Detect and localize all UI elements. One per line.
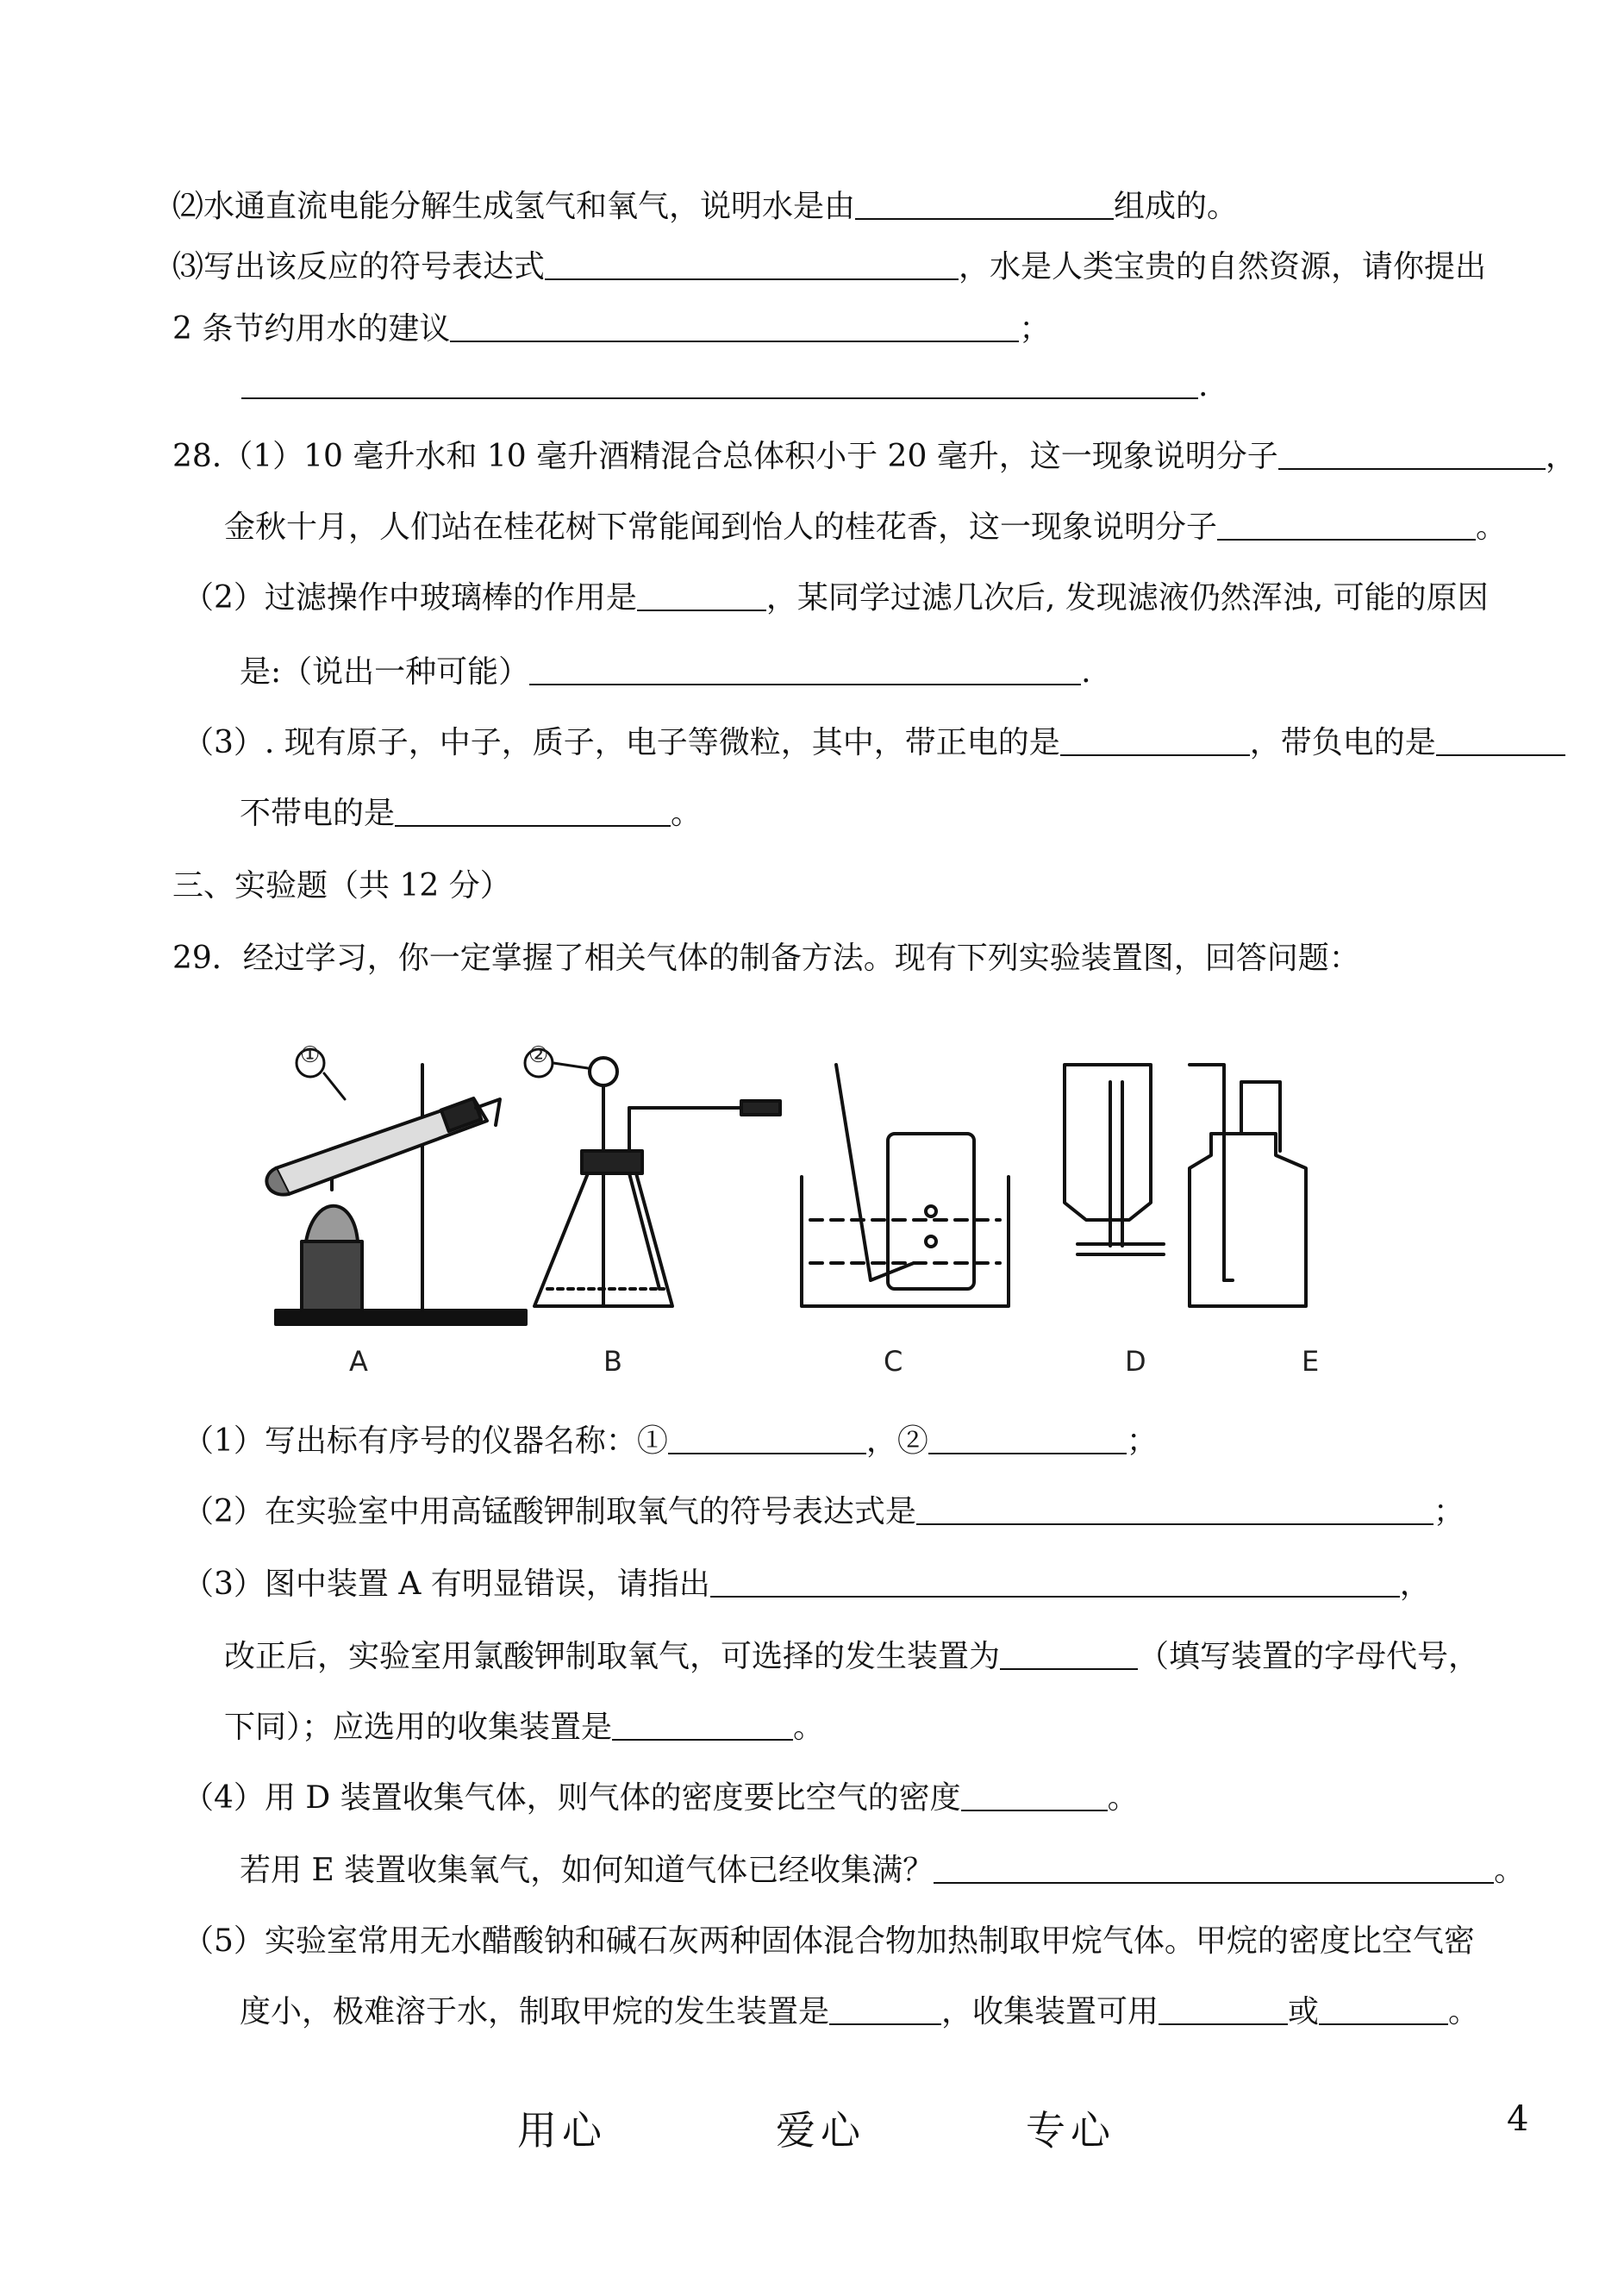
answer-blank[interactable]	[1278, 439, 1546, 470]
apparatus-d	[1065, 1065, 1164, 1254]
answer-blank[interactable]	[1319, 1994, 1448, 2025]
q29-part3a: （3）图中装置 A 有明显错误，请指出 ，	[183, 1566, 1431, 1602]
answer-blank[interactable]	[1159, 1994, 1288, 2025]
q28-part1b: 金秋十月，人们站在桂花树下常能闻到怡人的桂花香，这一现象说明分子 。	[224, 510, 1508, 545]
q28-part3a: （3）. 现有原子，中子，质子，电子等微粒，其中，带正电的是 ，带负电的是	[183, 724, 1565, 762]
answer-blank[interactable]	[1217, 510, 1476, 541]
q29-part3c: 下同）；应选用的收集装置是 。	[224, 1710, 825, 1745]
apparatus-b	[534, 1058, 780, 1306]
label-e: E	[1302, 1345, 1320, 1378]
answer-blank[interactable]	[855, 189, 1114, 220]
answer-blank[interactable]	[668, 1423, 866, 1454]
answer-blank[interactable]	[529, 654, 1081, 685]
answer-blank[interactable]	[916, 1494, 1433, 1525]
answer-blank[interactable]	[395, 796, 671, 827]
apparatus-c	[802, 1065, 1009, 1306]
answer-blank[interactable]	[545, 249, 959, 280]
section-title: 三、实验题（共 12 分）	[172, 868, 511, 904]
footer-left: 用心	[517, 2107, 607, 2154]
apparatus-figure	[250, 1042, 1396, 1384]
q29-part4a: （4）用 D 装置收集气体，则气体的密度要比空气的密度 。	[183, 1780, 1139, 1816]
q27-part3: ⑶写出该反应的符号表达式 ，水是人类宝贵的自然资源，请你提出	[172, 249, 1487, 285]
q28-part2a: （2）过滤操作中玻璃棒的作用是 ，某同学过滤几次后, 发现滤液仍然浑浊, 可能的原因	[183, 580, 1489, 616]
answer-blank[interactable]	[710, 1566, 1400, 1598]
q29-part4b: 若用 E 装置收集氧气，如何知道气体已经收集满？ 。	[240, 1853, 1526, 1888]
q29-part1: （1）写出标有序号的仪器名称：① ，② ；	[183, 1423, 1158, 1459]
answer-blank[interactable]	[961, 1780, 1108, 1811]
marker-1: ①	[300, 1042, 321, 1068]
answer-blank[interactable]	[450, 311, 1019, 342]
answer-blank[interactable]	[1000, 1639, 1138, 1670]
q27-part3-suggestion: 2 条节约用水的建议 ；	[172, 311, 1051, 347]
answer-blank[interactable]	[829, 1994, 941, 2025]
apparatus-e	[1190, 1065, 1306, 1306]
q27-part2: ⑵水通直流电能分解生成氢气和氧气，说明水是由 组成的。	[172, 189, 1239, 224]
apparatus-drawing	[250, 1047, 1396, 1332]
q28-part2b: 是:（说出一种可能） .	[240, 654, 1091, 690]
answer-blank[interactable]	[241, 368, 1198, 399]
label-a: A	[349, 1345, 368, 1378]
label-d: D	[1125, 1345, 1146, 1378]
apparatus-a	[266, 1065, 526, 1324]
footer-right: 专心	[1026, 2107, 1115, 2154]
footer-middle: 爱心	[776, 2107, 865, 2154]
page-number: 4	[1507, 2099, 1534, 2139]
label-b: B	[603, 1345, 622, 1378]
q27-part3-suggestion2: .	[241, 367, 1208, 405]
q29-part3b: 改正后，实验室用氯酸钾制取氧气，可选择的发生装置为 （填写装置的字母代号，	[224, 1639, 1480, 1674]
q28-part1a: 28.（1）10 毫升水和 10 毫升酒精混合总体积小于 20 毫升，这一现象说明分子 ，	[172, 439, 1577, 474]
q29-intro: 29．经过学习，你一定掌握了相关气体的制备方法。现有下列实验装置图，回答问题：	[172, 941, 1360, 976]
q29-part2: （2）在实验室中用高锰酸钾制取氧气的符号表达式是 ；	[183, 1494, 1465, 1529]
answer-blank[interactable]	[637, 580, 766, 611]
answer-blank[interactable]	[928, 1423, 1127, 1454]
q29-part5b: 度小，极难溶于水，制取甲烷的发生装置是 ，收集装置可用 或 。	[240, 1994, 1480, 2029]
answer-blank[interactable]	[1436, 725, 1565, 756]
q29-part5a: （5）实验室常用无水醋酸钠和碱石灰两种固体混合物加热制取甲烷气体。甲烷的密度比空气密	[183, 1923, 1475, 1959]
q28-part3b: 不带电的是 。	[240, 796, 703, 831]
answer-blank[interactable]	[934, 1853, 1494, 1884]
marker-2: ②	[528, 1042, 549, 1068]
answer-blank[interactable]	[1060, 725, 1250, 756]
label-c: C	[884, 1345, 903, 1378]
answer-blank[interactable]	[612, 1710, 793, 1741]
